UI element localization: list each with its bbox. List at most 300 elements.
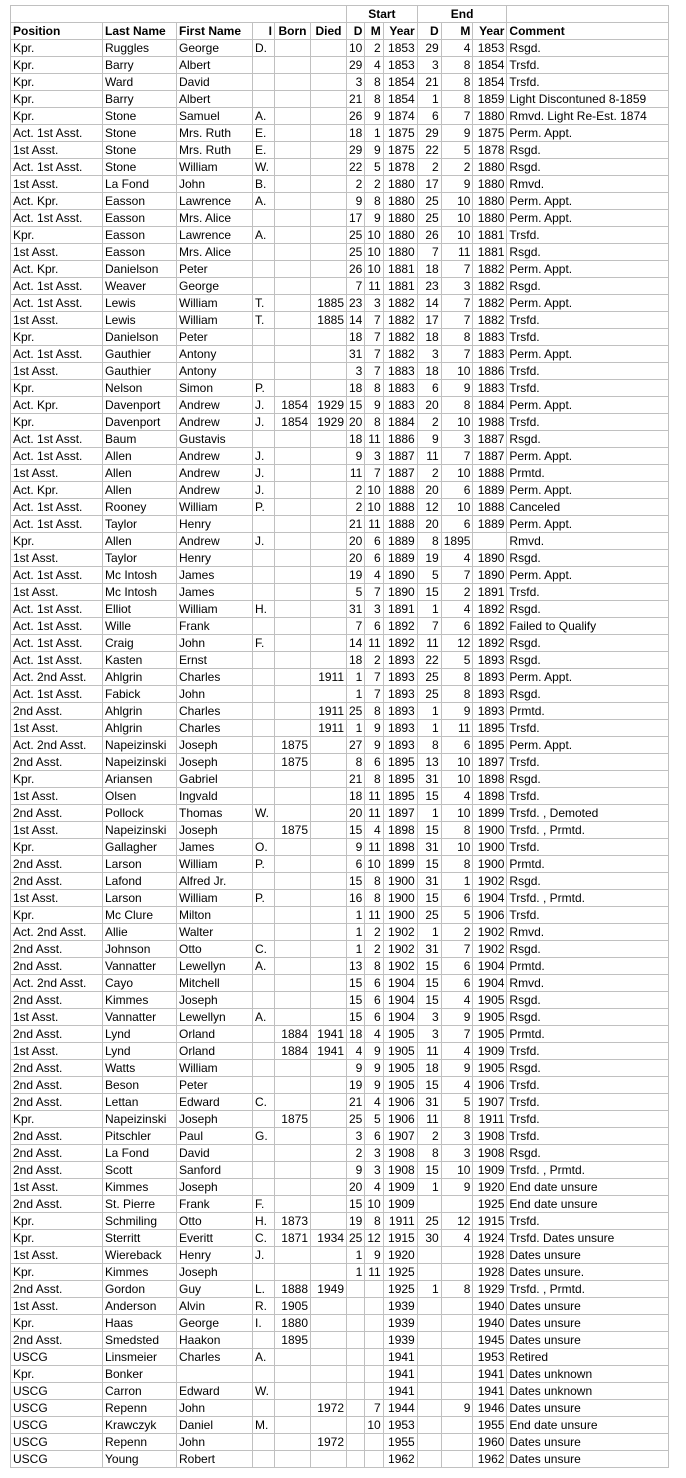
cell-born: [275, 890, 311, 907]
cell-born: [275, 1060, 311, 1077]
cell-end-day: [417, 1196, 441, 1213]
cell-comment: Dates unsure: [507, 1298, 669, 1315]
cell-end-day: [417, 1451, 441, 1468]
cell-start-year: 1887: [383, 465, 417, 482]
cell-start-month: [365, 1298, 383, 1315]
cell-died: 1885: [311, 295, 347, 312]
cell-end-year: 1941: [473, 1366, 507, 1383]
cell-born: [275, 1179, 311, 1196]
cell-start-month: 3: [365, 1145, 383, 1162]
table-row: [11, 363, 669, 380]
table-row: [11, 856, 669, 873]
cell-initial: A.: [253, 958, 275, 975]
cell-end-year: 1908: [473, 1145, 507, 1162]
cell-initial: [253, 1366, 275, 1383]
cell-last-name: Kimmes: [103, 992, 177, 1009]
cell-died: [311, 737, 347, 754]
cell-start-year: 1889: [383, 550, 417, 567]
cell-initial: J.: [253, 1247, 275, 1264]
cell-first-name: James: [177, 567, 253, 584]
cell-end-day: 8: [417, 533, 441, 550]
table-row: [11, 1315, 669, 1332]
cell-start-year: 1905: [383, 1026, 417, 1043]
cell-start-year: 1900: [383, 907, 417, 924]
cell-position: USCG: [11, 1451, 103, 1468]
table-row: [11, 703, 669, 720]
cell-end-day: 1: [417, 1179, 441, 1196]
cell-position: Kpr.: [11, 771, 103, 788]
cell-born: [275, 329, 311, 346]
cell-initial: [253, 1264, 275, 1281]
cell-end-day: 19: [417, 550, 441, 567]
cell-first-name: Edward: [177, 1383, 253, 1400]
cell-initial: A.: [253, 1349, 275, 1366]
cell-comment: Perm. Appt.: [507, 346, 669, 363]
cell-start-month: 6: [365, 754, 383, 771]
cell-start-year: 1906: [383, 1111, 417, 1128]
cell-start-month: 8: [365, 703, 383, 720]
cell-last-name: Watts: [103, 1060, 177, 1077]
cell-initial: [253, 907, 275, 924]
cell-start-day: 25: [347, 1111, 365, 1128]
cell-comment: Perm. Appt.: [507, 567, 669, 584]
cell-start-year: 1888: [383, 516, 417, 533]
cell-end-year: 1881: [473, 244, 507, 261]
cell-end-month: [441, 1349, 473, 1366]
cell-end-year: 1902: [473, 924, 507, 941]
cell-initial: [253, 346, 275, 363]
cell-position: Act. 1st Asst.: [11, 516, 103, 533]
cell-start-month: 2: [365, 652, 383, 669]
cell-last-name: Larson: [103, 890, 177, 907]
cell-start-year: 1904: [383, 975, 417, 992]
table-row: [11, 193, 669, 210]
cell-start-month: 8: [365, 380, 383, 397]
cell-last-name: St. Pierre: [103, 1196, 177, 1213]
cell-born: 1884: [275, 1026, 311, 1043]
cell-last-name: Bonker: [103, 1366, 177, 1383]
cell-start-month: 11: [365, 839, 383, 856]
cell-initial: [253, 771, 275, 788]
cell-initial: [253, 1060, 275, 1077]
cell-born: [275, 1094, 311, 1111]
cell-died: [311, 1451, 347, 1468]
col-born: Born: [275, 23, 311, 40]
cell-start-year: 1925: [383, 1264, 417, 1281]
cell-died: [311, 227, 347, 244]
cell-start-year: 1939: [383, 1315, 417, 1332]
cell-start-year: 1853: [383, 40, 417, 57]
cell-position: Kpr.: [11, 57, 103, 74]
cell-end-month: 4: [441, 1230, 473, 1247]
cell-start-day: [347, 1400, 365, 1417]
cell-last-name: Ruggles: [103, 40, 177, 57]
cell-initial: [253, 278, 275, 295]
table-row: [11, 1162, 669, 1179]
cell-first-name: Daniel: [177, 1417, 253, 1434]
cell-start-month: [365, 1383, 383, 1400]
cell-start-month: 6: [365, 1009, 383, 1026]
cell-first-name: David: [177, 1145, 253, 1162]
cell-start-year: 1905: [383, 1060, 417, 1077]
table-row: [11, 1213, 669, 1230]
cell-born: [275, 924, 311, 941]
cell-end-year: 1882: [473, 261, 507, 278]
cell-start-year: 1893: [383, 703, 417, 720]
cell-born: 1854: [275, 397, 311, 414]
cell-comment: Dates unsure.: [507, 1264, 669, 1281]
cell-end-day: 17: [417, 176, 441, 193]
cell-position: 2nd Asst.: [11, 1281, 103, 1298]
table-row: [11, 1332, 669, 1349]
cell-end-month: 5: [441, 142, 473, 159]
cell-died: [311, 533, 347, 550]
cell-start-day: 7: [347, 278, 365, 295]
cell-last-name: Sterritt: [103, 1230, 177, 1247]
cell-start-day: [347, 1383, 365, 1400]
cell-position: Kpr.: [11, 414, 103, 431]
cell-position: 2nd Asst.: [11, 1332, 103, 1349]
cell-position: 1st Asst.: [11, 1298, 103, 1315]
cell-first-name: Lawrence: [177, 193, 253, 210]
cell-initial: [253, 737, 275, 754]
cell-end-day: 8: [417, 1145, 441, 1162]
cell-last-name: Wille: [103, 618, 177, 635]
cell-start-month: 9: [365, 1060, 383, 1077]
cell-end-year: 1925: [473, 1196, 507, 1213]
cell-last-name: Cayo: [103, 975, 177, 992]
cell-end-month: 7: [441, 261, 473, 278]
cell-position: 1st Asst.: [11, 788, 103, 805]
cell-end-year: 1946: [473, 1400, 507, 1417]
cell-born: [275, 261, 311, 278]
cell-died: [311, 1298, 347, 1315]
cell-end-year: 1895: [473, 737, 507, 754]
cell-end-year: 1900: [473, 839, 507, 856]
cell-end-month: 9: [441, 1009, 473, 1026]
cell-start-month: 9: [365, 397, 383, 414]
cell-born: 1871: [275, 1230, 311, 1247]
cell-start-year: 1908: [383, 1145, 417, 1162]
cell-start-day: 18: [347, 788, 365, 805]
cell-initial: G.: [253, 1128, 275, 1145]
cell-start-month: 4: [365, 1094, 383, 1111]
cell-start-day: 20: [347, 550, 365, 567]
cell-start-year: 1883: [383, 380, 417, 397]
cell-last-name: Pitschler: [103, 1128, 177, 1145]
cell-start-day: 14: [347, 635, 365, 652]
cell-comment: Trsfd.: [507, 1077, 669, 1094]
cell-died: [311, 1077, 347, 1094]
cell-end-year: 1892: [473, 635, 507, 652]
cell-died: [311, 329, 347, 346]
table-row: [11, 805, 669, 822]
cell-position: USCG: [11, 1400, 103, 1417]
cell-end-month: 5: [441, 652, 473, 669]
cell-first-name: George: [177, 278, 253, 295]
cell-end-month: [441, 1332, 473, 1349]
cell-died: [311, 1111, 347, 1128]
cell-end-year: 1962: [473, 1451, 507, 1468]
cell-end-month: 10: [441, 499, 473, 516]
cell-last-name: Nelson: [103, 380, 177, 397]
cell-start-day: 1: [347, 686, 365, 703]
table-row: [11, 754, 669, 771]
cell-last-name: La Fond: [103, 1145, 177, 1162]
cell-end-month: 4: [441, 992, 473, 1009]
cell-end-day: 25: [417, 210, 441, 227]
cell-start-day: 16: [347, 890, 365, 907]
cell-comment: Dates unsure: [507, 1434, 669, 1451]
cell-last-name: Weaver: [103, 278, 177, 295]
cell-last-name: Napeizinski: [103, 822, 177, 839]
cell-end-year: 1878: [473, 142, 507, 159]
cell-first-name: Otto: [177, 941, 253, 958]
cell-initial: R.: [253, 1298, 275, 1315]
cell-comment: Trsfd.: [507, 788, 669, 805]
cell-first-name: Mrs. Ruth: [177, 142, 253, 159]
cell-initial: [253, 567, 275, 584]
group-header-row: [11, 6, 669, 23]
table-row: [11, 499, 669, 516]
cell-died: [311, 1315, 347, 1332]
cell-born: [275, 1009, 311, 1026]
cell-first-name: Lewellyn: [177, 1009, 253, 1026]
cell-first-name: George: [177, 40, 253, 57]
table-row: [11, 584, 669, 601]
cell-died: [311, 924, 347, 941]
cell-start-year: 1908: [383, 1162, 417, 1179]
cell-start-month: 11: [365, 907, 383, 924]
cell-comment: Rmvd.: [507, 924, 669, 941]
cell-position: Act. 1st Asst.: [11, 618, 103, 635]
cell-born: [275, 1196, 311, 1213]
cell-end-month: 8: [441, 1281, 473, 1298]
cell-start-day: 21: [347, 516, 365, 533]
cell-end-year: 1882: [473, 295, 507, 312]
cell-position: 1st Asst.: [11, 312, 103, 329]
cell-end-month: 8: [441, 669, 473, 686]
cell-position: 2nd Asst.: [11, 1026, 103, 1043]
cell-position: 2nd Asst.: [11, 1060, 103, 1077]
cell-born: [275, 499, 311, 516]
cell-first-name: Andrew: [177, 482, 253, 499]
cell-last-name: Easson: [103, 210, 177, 227]
cell-start-month: 2: [365, 40, 383, 57]
cell-end-year: 1909: [473, 1043, 507, 1060]
cell-end-month: 10: [441, 1162, 473, 1179]
cell-comment: Perm. Appt.: [507, 448, 669, 465]
cell-born: 1875: [275, 1111, 311, 1128]
cell-start-year: 1854: [383, 91, 417, 108]
table-row: [11, 873, 669, 890]
cell-start-month: 9: [365, 1043, 383, 1060]
cell-last-name: Taylor: [103, 516, 177, 533]
cell-start-year: 1892: [383, 618, 417, 635]
cell-end-year: 1904: [473, 975, 507, 992]
cell-initial: A.: [253, 227, 275, 244]
cell-died: [311, 499, 347, 516]
cell-last-name: Smedsted: [103, 1332, 177, 1349]
cell-start-month: 8: [365, 890, 383, 907]
cell-died: [311, 40, 347, 57]
cell-end-year: 1883: [473, 346, 507, 363]
cell-end-day: [417, 1383, 441, 1400]
cell-first-name: Mrs. Alice: [177, 210, 253, 227]
cell-start-month: 4: [365, 1026, 383, 1043]
cell-start-year: 1905: [383, 1043, 417, 1060]
cell-start-month: 9: [365, 210, 383, 227]
cell-initial: [253, 686, 275, 703]
cell-end-day: 31: [417, 839, 441, 856]
cell-comment: Dates unsure: [507, 1332, 669, 1349]
cell-start-month: 11: [365, 788, 383, 805]
cell-end-year: 1898: [473, 771, 507, 788]
cell-end-day: 1: [417, 720, 441, 737]
cell-start-month: 8: [365, 771, 383, 788]
cell-end-year: 1880: [473, 108, 507, 125]
cell-died: [311, 1162, 347, 1179]
cell-start-day: 18: [347, 1026, 365, 1043]
cell-comment: Trsfd.: [507, 584, 669, 601]
cell-born: [275, 1451, 311, 1468]
cell-start-day: 1: [347, 1247, 365, 1264]
cell-born: 1854: [275, 414, 311, 431]
cell-start-year: 1881: [383, 278, 417, 295]
cell-start-month: 7: [365, 312, 383, 329]
cell-initial: [253, 1077, 275, 1094]
cell-comment: Light Discontuned 8-1859: [507, 91, 669, 108]
cell-start-year: 1911: [383, 1213, 417, 1230]
cell-start-day: 14: [347, 312, 365, 329]
cell-start-year: 1882: [383, 346, 417, 363]
cell-end-day: 3: [417, 346, 441, 363]
cell-last-name: Fabick: [103, 686, 177, 703]
cell-first-name: Joseph: [177, 1264, 253, 1281]
cell-first-name: Orland: [177, 1043, 253, 1060]
cell-end-day: 1: [417, 601, 441, 618]
cell-born: [275, 992, 311, 1009]
table-row: [11, 227, 669, 244]
cell-last-name: Kimmes: [103, 1179, 177, 1196]
cell-start-day: 25: [347, 703, 365, 720]
cell-start-year: 1893: [383, 652, 417, 669]
table-row: [11, 958, 669, 975]
cell-end-month: 8: [441, 1111, 473, 1128]
cell-initial: C.: [253, 1230, 275, 1247]
cell-start-month: 8: [365, 74, 383, 91]
cell-end-month: 9: [441, 1179, 473, 1196]
cell-comment: Rsgd.: [507, 159, 669, 176]
cell-born: [275, 465, 311, 482]
table-row: [11, 1043, 669, 1060]
cell-end-year: 1911: [473, 1111, 507, 1128]
cell-comment: Perm. Appt.: [507, 261, 669, 278]
cell-last-name: La Fond: [103, 176, 177, 193]
cell-died: [311, 108, 347, 125]
cell-first-name: Milton: [177, 907, 253, 924]
cell-last-name: Easson: [103, 193, 177, 210]
cell-last-name: Beson: [103, 1077, 177, 1094]
cell-first-name: Gustavis: [177, 431, 253, 448]
cell-comment: Trsfd. , Prmtd.: [507, 1281, 669, 1298]
cell-last-name: Allie: [103, 924, 177, 941]
cell-last-name: Linsmeier: [103, 1349, 177, 1366]
cell-end-year: 1880: [473, 176, 507, 193]
cell-end-month: 8: [441, 856, 473, 873]
cell-end-day: 23: [417, 278, 441, 295]
cell-end-day: 15: [417, 788, 441, 805]
cell-start-day: [347, 1451, 365, 1468]
cell-first-name: Henry: [177, 516, 253, 533]
cell-born: [275, 839, 311, 856]
cell-start-day: [347, 1366, 365, 1383]
cell-first-name: William: [177, 856, 253, 873]
cell-position: 1st Asst.: [11, 1009, 103, 1026]
cell-born: 1884: [275, 1043, 311, 1060]
cell-comment: Trsfd. , Prmtd.: [507, 890, 669, 907]
cell-born: [275, 1400, 311, 1417]
cell-position: USCG: [11, 1383, 103, 1400]
cell-end-year: 1905: [473, 1026, 507, 1043]
cell-comment: Rsgd.: [507, 244, 669, 261]
cell-start-month: 6: [365, 992, 383, 1009]
cell-born: [275, 1417, 311, 1434]
cell-initial: [253, 720, 275, 737]
cell-died: 1885: [311, 312, 347, 329]
cell-last-name: Larson: [103, 856, 177, 873]
cell-comment: Dates unsure: [507, 1315, 669, 1332]
table-row: [11, 329, 669, 346]
cell-end-day: [417, 1298, 441, 1315]
cell-initial: J.: [253, 482, 275, 499]
cell-start-month: 4: [365, 567, 383, 584]
cell-start-year: 1890: [383, 567, 417, 584]
cell-born: [275, 618, 311, 635]
cell-died: [311, 482, 347, 499]
cell-comment: Perm. Appt.: [507, 295, 669, 312]
cell-last-name: Napeizinski: [103, 754, 177, 771]
cell-initial: [253, 924, 275, 941]
cell-last-name: Wiereback: [103, 1247, 177, 1264]
cell-end-month: 6: [441, 618, 473, 635]
cell-born: [275, 601, 311, 618]
cell-first-name: Ernst: [177, 652, 253, 669]
cell-last-name: Easson: [103, 227, 177, 244]
cell-position: Act. Kpr.: [11, 482, 103, 499]
cell-end-day: 22: [417, 142, 441, 159]
cell-start-year: 1875: [383, 125, 417, 142]
cell-born: [275, 244, 311, 261]
cell-start-month: 9: [365, 720, 383, 737]
cell-start-month: 9: [365, 1077, 383, 1094]
cell-died: [311, 873, 347, 890]
cell-last-name: Allen: [103, 482, 177, 499]
cell-comment: Prmtd.: [507, 703, 669, 720]
cell-position: 2nd Asst.: [11, 754, 103, 771]
cell-born: [275, 856, 311, 873]
cell-start-year: 1941: [383, 1383, 417, 1400]
cell-end-month: [441, 1383, 473, 1400]
table-row: [11, 737, 669, 754]
cell-end-month: [441, 1366, 473, 1383]
cell-last-name: Mc Intosh: [103, 567, 177, 584]
cell-end-year: 1880: [473, 193, 507, 210]
cell-start-month: 3: [365, 601, 383, 618]
cell-died: [311, 907, 347, 924]
cell-start-month: 7: [365, 363, 383, 380]
cell-start-day: 18: [347, 329, 365, 346]
